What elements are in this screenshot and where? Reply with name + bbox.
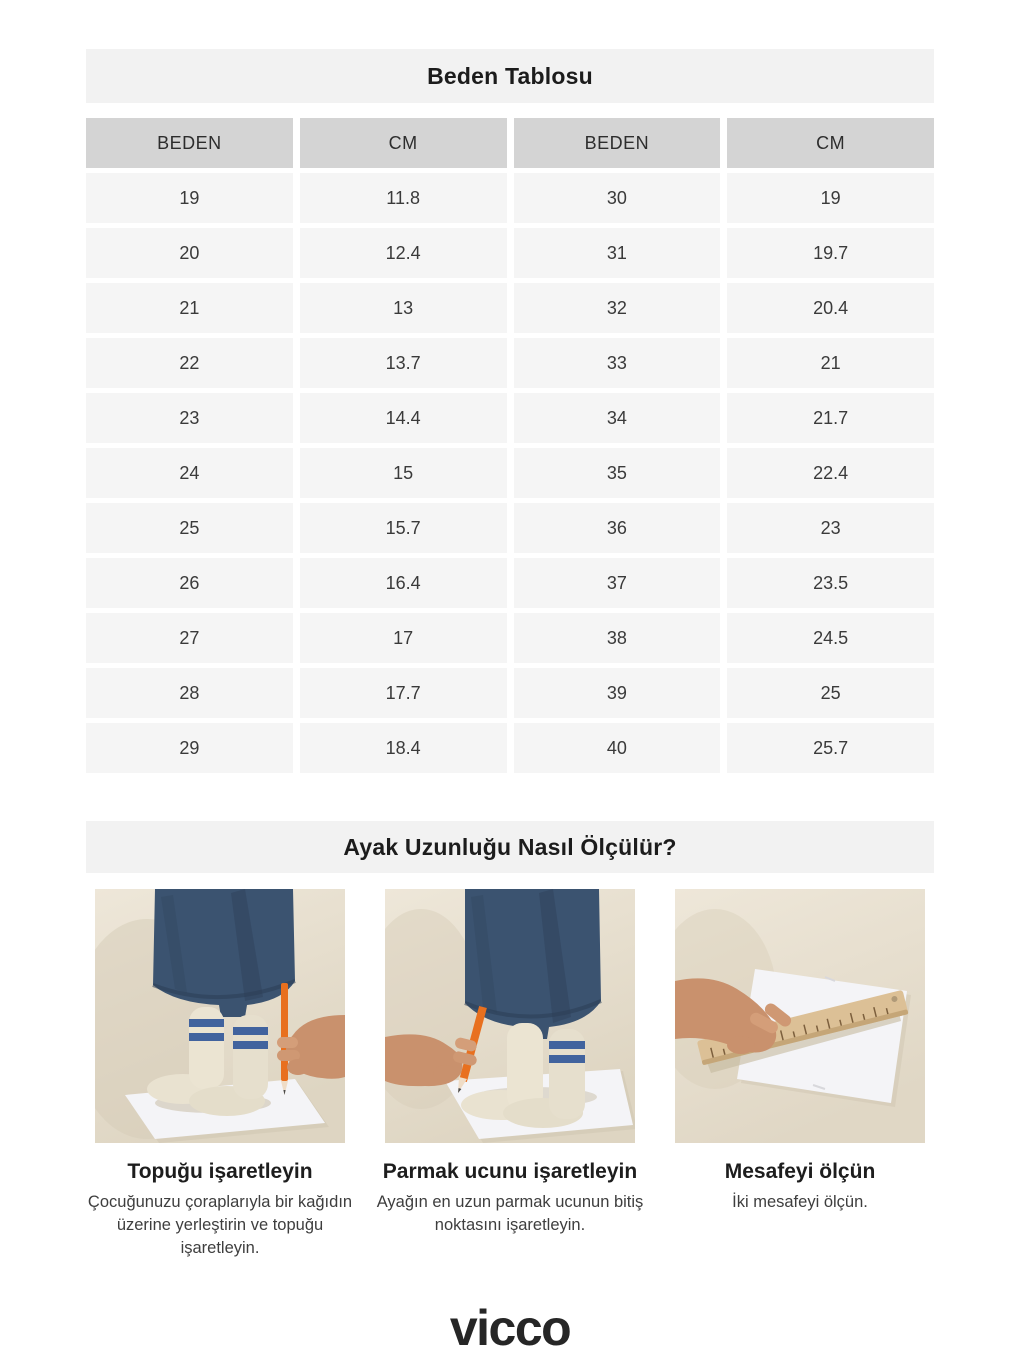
step-description: İki mesafeyi ölçün. bbox=[732, 1193, 868, 1211]
size-table-cell: 33 bbox=[514, 338, 721, 388]
size-table-cell: 12.4 bbox=[300, 228, 507, 278]
size-table-header-cm-left: CM bbox=[300, 118, 507, 168]
size-table-cell: 32 bbox=[514, 283, 721, 333]
size-table-cell: 30 bbox=[514, 173, 721, 223]
size-table-cell: 36 bbox=[514, 503, 721, 553]
howto-title: Ayak Uzunluğu Nasıl Ölçülür? bbox=[343, 833, 677, 860]
size-table-cell: 26 bbox=[86, 558, 293, 608]
size-table-cell: 11.8 bbox=[300, 173, 507, 223]
size-table-cell: 28 bbox=[86, 668, 293, 718]
size-table-cell: 15 bbox=[300, 448, 507, 498]
brand-footer bbox=[86, 1300, 934, 1360]
size-table-cell: 25 bbox=[86, 503, 293, 553]
size-table-cell: 25.7 bbox=[727, 723, 934, 773]
mark-toe-photo bbox=[385, 889, 635, 1143]
step-description: Çocuğunuzu çoraplarıyla bir kağıdın üzerine yerleştirin ve topuğu işaretleyin. bbox=[87, 1193, 353, 1257]
size-table-cell: 21.7 bbox=[727, 393, 934, 443]
step-description: Ayağın en uzun parmak ucunun bitiş noktasını işaretleyin. bbox=[376, 1193, 644, 1234]
size-table-cell: 17 bbox=[300, 613, 507, 663]
howto-step-mark-toe bbox=[376, 889, 644, 1259]
size-table-cell: 38 bbox=[514, 613, 721, 663]
page-content bbox=[86, 49, 934, 1360]
howto-title-band bbox=[86, 821, 934, 873]
size-table-cell: 39 bbox=[514, 668, 721, 718]
size-table-cell: 24 bbox=[86, 448, 293, 498]
size-table-cell: 14.4 bbox=[300, 393, 507, 443]
size-table-cell: 17.7 bbox=[300, 668, 507, 718]
mark-heel-photo bbox=[95, 889, 345, 1143]
step-caption bbox=[86, 1160, 354, 1259]
size-table-header-cm-right: CM bbox=[727, 118, 934, 168]
step-heading: Parmak ucunu işaretleyin bbox=[382, 1160, 638, 1183]
size-table-cell: 35 bbox=[514, 448, 721, 498]
size-table-cell: 16.4 bbox=[300, 558, 507, 608]
step-caption bbox=[376, 1160, 644, 1237]
size-table-cell: 20 bbox=[86, 228, 293, 278]
size-table-cell: 19.7 bbox=[727, 228, 934, 278]
step-caption bbox=[666, 1160, 934, 1214]
size-table bbox=[86, 118, 934, 773]
size-table-cell: 19 bbox=[727, 173, 934, 223]
size-table-cell: 40 bbox=[514, 723, 721, 773]
size-table-cell: 13 bbox=[300, 283, 507, 333]
size-table-title: Beden Tablosu bbox=[427, 62, 593, 89]
howto-step-measure bbox=[666, 889, 934, 1259]
step-heading: Topuğu işaretleyin bbox=[127, 1160, 313, 1183]
size-table-cell: 22 bbox=[86, 338, 293, 388]
size-table-cell: 27 bbox=[86, 613, 293, 663]
step-heading: Mesafeyi ölçün bbox=[724, 1160, 876, 1183]
vicco-logo: vicco bbox=[449, 1300, 571, 1357]
size-table-cell: 37 bbox=[514, 558, 721, 608]
size-table-cell: 23 bbox=[727, 503, 934, 553]
size-table-header-beden-right: BEDEN bbox=[514, 118, 721, 168]
size-table-cell: 25 bbox=[727, 668, 934, 718]
size-table-header-beden-left: BEDEN bbox=[86, 118, 293, 168]
size-table-cell: 34 bbox=[514, 393, 721, 443]
size-table-cell: 13.7 bbox=[300, 338, 507, 388]
size-table-cell: 21 bbox=[86, 283, 293, 333]
size-table-cell: 24.5 bbox=[727, 613, 934, 663]
size-table-cell: 23.5 bbox=[727, 558, 934, 608]
size-table-cell: 19 bbox=[86, 173, 293, 223]
size-table-title-band bbox=[86, 49, 934, 103]
size-table-cell: 22.4 bbox=[727, 448, 934, 498]
measure-distance-photo bbox=[675, 889, 925, 1143]
size-table-cell: 31 bbox=[514, 228, 721, 278]
size-table-cell: 18.4 bbox=[300, 723, 507, 773]
howto-steps bbox=[86, 889, 934, 1259]
size-table-cell: 15.7 bbox=[300, 503, 507, 553]
size-table-cell: 29 bbox=[86, 723, 293, 773]
size-table-cell: 23 bbox=[86, 393, 293, 443]
size-table-cell: 21 bbox=[727, 338, 934, 388]
size-table-cell: 20.4 bbox=[727, 283, 934, 333]
howto-step-mark-heel bbox=[86, 889, 354, 1259]
